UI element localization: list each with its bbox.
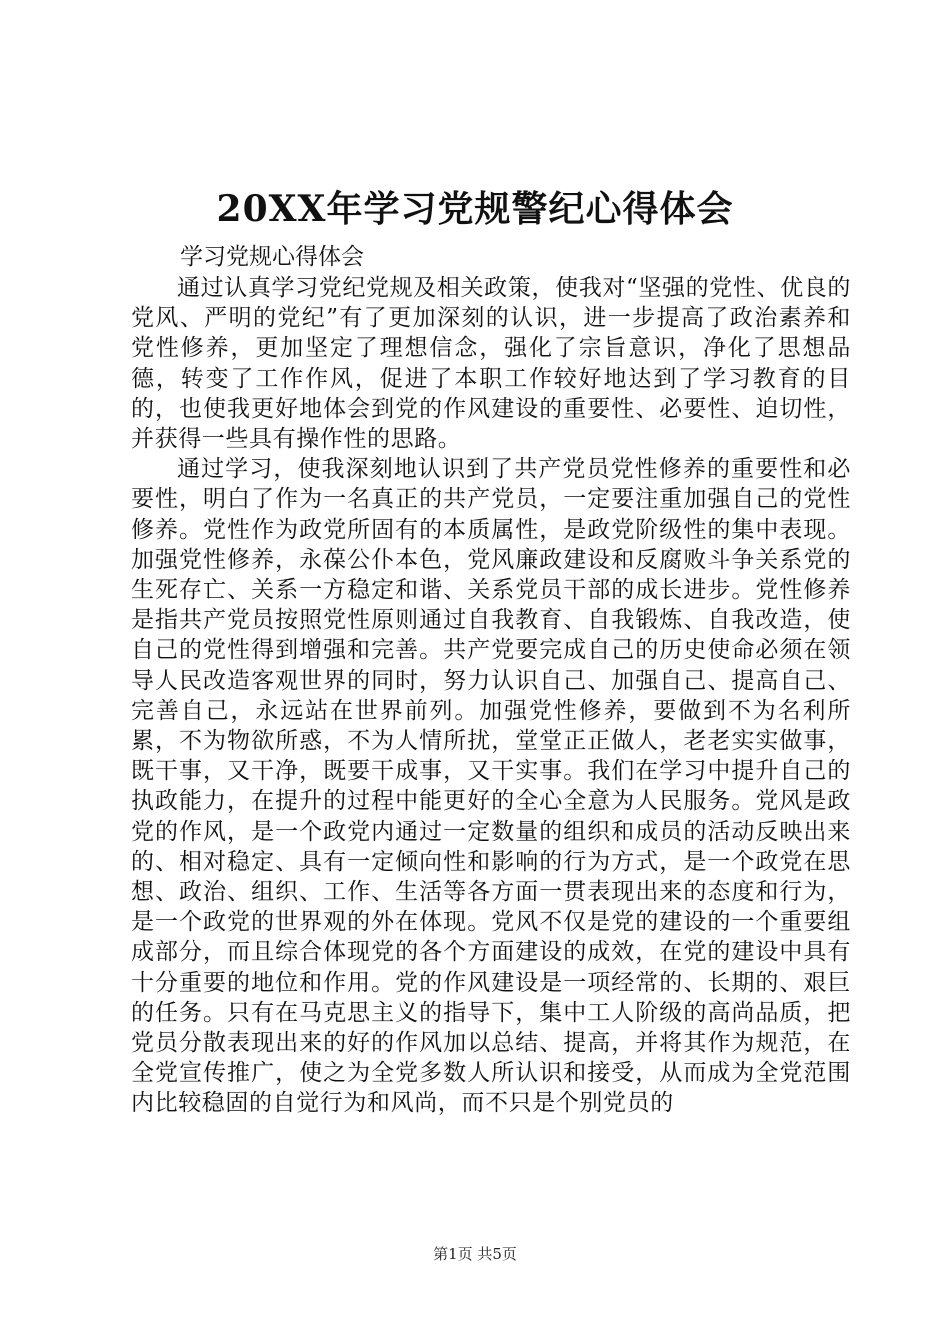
page-indicator: 第1页 共5页	[433, 1245, 517, 1263]
document-subtitle: 学习党规心得体会	[180, 244, 364, 270]
document-title: 20XX年学习党规警纪心得体会	[216, 188, 734, 230]
paragraph-1: 通过认真学习党纪党规及相关政策，使我对“坚强的党性、优良的党风、严明的党纪”有了更加深刻的认识，进一步提高了政治素养和党性修养，更加坚定了理想信念，强化了宗旨意识，净化了思想品德，转变了工作作风，促进了本职工作较好地达到了学习教育的目的，也使我更好地体会到党的作风建设的重要性、必要性、迫切性，并获得一些具有操作性的思路。	[131, 275, 851, 453]
document-body	[131, 273, 851, 1119]
paragraph-2: 通过学习，使我深刻地认识到了共产党员党性修养的重要性和必要性，明白了作为一名真正的共产党员，一定要注重加强自己的党性修养。党性作为政党所固有的本质属性，是政党阶级性的集中表现。加强党性修养，永葆公仆本色，党风廉政建设和反腐败斗争关系党的生死存亡、关系一方稳定和谐、关系党员干部的成长进步。党性修养是指共产党员按照党性原则通过自我教育、自我锻炼、自我改造，使自己的党性得到增强和完善。共产党要完成自己的历史使命必须在领导人民改造客观世界的同时，努力认识自己、加强自己、提高自己、完善自己，永远站在世界前列。加强党性修养，要做到不为名利所累，不为物欲所惑，不为人情所扰，堂堂正正做人，老老实实做事，既干事，又干净，既要干成事，又干实事。我们在学习中提升自己的执政能力，在提升的过程中能更好的全心全意为人民服务。党风是政党的作风，是一个政党内通过一定数量的组织和成员的活动反映出来的、相对稳定、具有一定倾向性和影响的行为方式，是一个政党在思想、政治、组织、工作、生活等各方面一贯表现出来的态度和行为，是一个政党的世界观的外在体现。党风不仅是党的建设的一个重要组成部分，而且综合体现党的各个方面建设的成效，在党的建设中具有十分重要的地位和作用。党的作风建设是一项经常的、长期的、艰巨的任务。只有在马克思主义的指导下，集中工人阶级的高尚品质，把党员分散表现出来的好的作风加以总结、提高，并将其作为规范，在全党宣传推广，使之为全党多数人所认识和接受，从而成为全党范围内比较稳固的自觉行为和风尚，而不只是个别党员的	[131, 456, 851, 1117]
